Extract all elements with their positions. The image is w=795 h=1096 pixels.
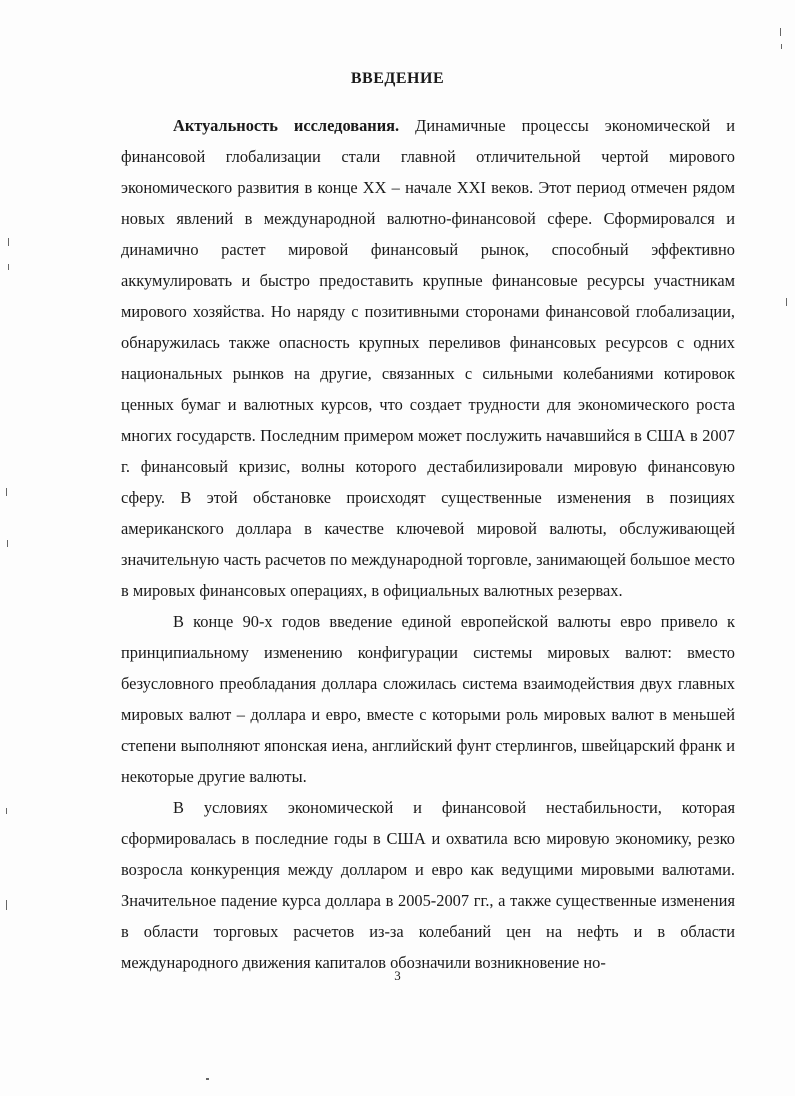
scan-mark <box>6 900 7 910</box>
scan-mark <box>786 298 787 306</box>
paragraph-competition <box>121 792 735 978</box>
page-title: ВВЕДЕНИЕ <box>350 70 445 87</box>
scan-mark <box>8 238 9 246</box>
paragraph-relevance <box>121 110 735 606</box>
paragraph-text: В условиях экономической и финансовой нестабильности, которая сформировалась в последние годы в США и охватила всю мировую экономику, резко возросла конкуренция между долларом и евро как ведущими мировыми валютами. Значительное падение курса доллара в 2005-2007 гг., а также существенные изменения в области торговых расчетов из-за колебаний цен на нефть и в области международного движения капиталов обозначили возникновение но- <box>121 798 735 972</box>
paragraph-lead: Актуальность исследования. <box>173 116 400 135</box>
scan-mark <box>781 44 782 49</box>
scan-mark <box>7 540 8 547</box>
paragraph-euro <box>121 606 735 792</box>
body-text <box>121 110 735 978</box>
scan-mark <box>6 488 7 496</box>
page-number: 3 <box>394 968 401 983</box>
scan-mark <box>8 264 9 270</box>
scan-mark <box>206 1078 209 1080</box>
scan-mark <box>6 808 7 814</box>
paragraph-text: В конце 90-х годов введение единой европейской валюты евро привело к принципиальному изменению конфигурации системы мировых валют: вместо безусловного преобладания доллара сложилась система взаимодействия двух главных мировых валют – доллара и евро, вместе с которыми роль мировых валют в меньшей степени выполняют японская иена, английский фунт стерлингов, швейцарский франк и некоторые другие валюты. <box>121 612 735 786</box>
scan-mark <box>780 28 781 36</box>
paragraph-text: Динамичные процессы экономической и финансовой глобализации стали главной отличительной чертой мирового экономического развития в конце XX – начале XXI веков. Этот период отмечен рядом новых явлений в международной валютно-финансовой сфере. Сформировался и динамично растет мировой финансовый рынок, способный эффективно аккумулировать и быстро предоставить крупные финансовые ресурсы участникам мирового хозяйства. Но наряду с позитивными сторонами финансовой глобализации, обнаружилась также опасность крупных переливов финансовых ресурсов с одних национальных рынков на другие, связанных с сильными колебаниями котировок ценных бумаг и валютных курсов, что создает трудности для экономического роста многих государств. Последним примером может послужить начавшийся в США в 2007 г. финансовый кризис, волны которого дестабилизировали мировую финансовую сферу. В этой обстановке происходят существенные изменения в позициях американского доллара в качестве ключевой мировой валюты, обслуживающей значительную часть расчетов по международной торговле, занимающей большое место в мировых финансовых операциях, в официальных валютных резервах. <box>121 116 735 600</box>
